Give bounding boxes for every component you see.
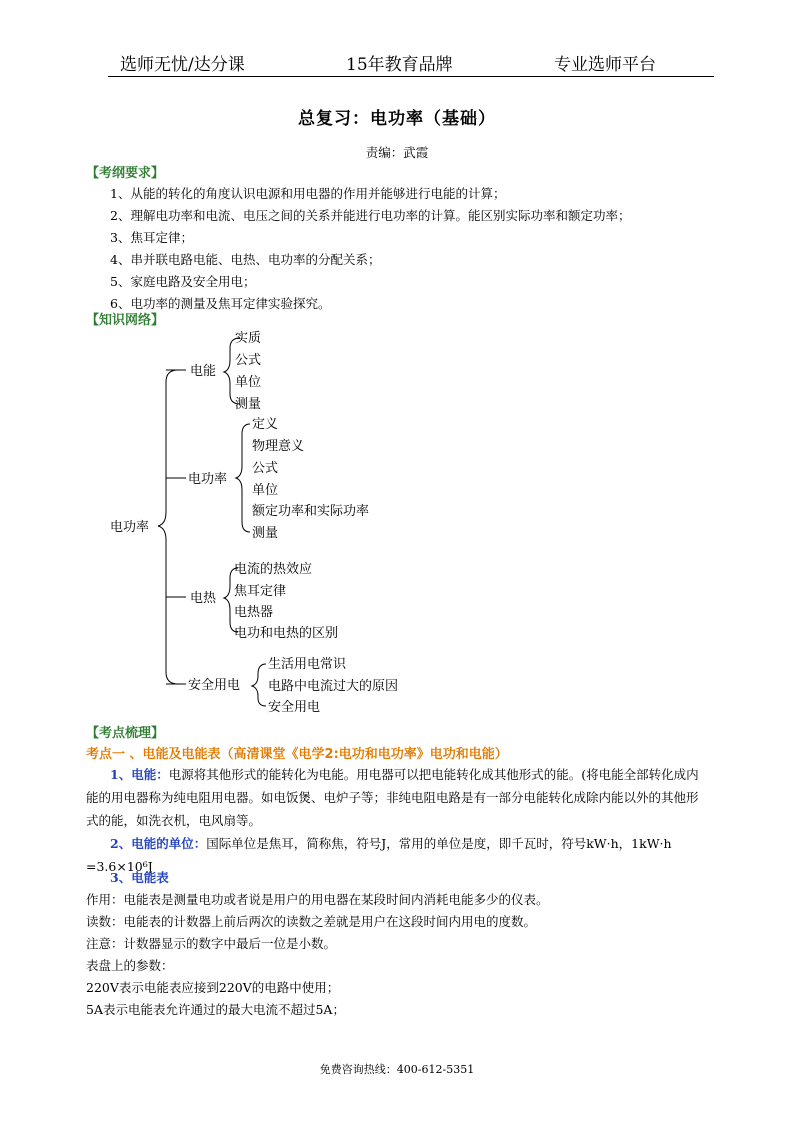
meter-line: 作用：电能表是测量电功或者说是用户的用电器在某段时间内消耗电能多少的仪表。 — [86, 892, 549, 907]
tree-leaf: 安全用电 — [268, 700, 321, 715]
syllabus-item: 4、串并联电路电能、电热、电功率的分配关系； — [110, 252, 381, 267]
tree-leaf: 单位 — [235, 375, 262, 390]
energy-text: 电源将其他形式的能转化为电能。用电器可以把电能转化成其他形式的能。(将电能全部转化成内能的用电器称为纯电阻用电器。如电饭煲、电炉子等；非纯电阻电路是有一部分电能转化成除内能以外的其他形式的能，如洗衣机，电风扇等。 — [86, 767, 699, 828]
tree-leaf: 电功和电热的区别 — [234, 626, 339, 641]
network-heading: 【知识网络】 — [86, 313, 165, 328]
syllabus-item: 1、从能的转化的角度认识电源和用电器的作用并能够进行电能的计算； — [110, 186, 506, 201]
syllabus-item: 3、焦耳定律； — [110, 230, 193, 245]
meter-heading — [86, 866, 706, 889]
page-header — [108, 46, 714, 77]
tree-leaf: 实质 — [235, 331, 262, 346]
unit-label: 2、电能的单位： — [110, 836, 207, 851]
tree-leaf: 电路中电流过大的原因 — [268, 679, 399, 694]
point1-title: 考点一 、电能及电能表 — [86, 747, 221, 762]
energy-label: 1、电能： — [110, 767, 169, 782]
meter-line: 5A表示电能表允许通过的最大电流不超过5A； — [86, 1002, 345, 1017]
header-center: 15年教育品牌 — [346, 55, 453, 75]
syllabus-item: 5、家庭电路及安全用电； — [110, 274, 256, 289]
tree-leaf: 测量 — [235, 397, 262, 412]
syllabus-item: 6、电功率的测量及焦耳定律实验探究。 — [110, 296, 331, 311]
tree-leaf: 焦耳定律 — [234, 584, 287, 599]
tree-branch: 安全用电 — [188, 678, 241, 693]
tree-root: 电功率 — [110, 520, 150, 535]
paragraph-energy — [86, 763, 706, 832]
meter-line: 表盘上的参数： — [86, 958, 174, 973]
meter-line: 读数：电能表的计数器上前后两次的读数之差就是用户在这段时间内用电的度数。 — [86, 914, 537, 929]
syllabus-heading: 【考纲要求】 — [86, 166, 165, 181]
review-heading: 【考点梳理】 — [86, 726, 165, 741]
unit-text: 国际单位是焦耳，简称焦，符号J，常用的单位是度，即千瓦时，符号kW·h，1kW·h =3.6×10⁶J — [86, 836, 672, 874]
tree-leaf: 额定功率和实际功率 — [252, 504, 370, 519]
tree-leaf: 定义 — [252, 417, 279, 432]
meter-label: 3、电能表 — [110, 870, 169, 885]
tree-leaf: 电热器 — [234, 605, 274, 620]
tree-leaf: 测量 — [252, 526, 279, 541]
meter-line: 注意：计数器显示的数字中最后一位是小数。 — [86, 936, 337, 951]
meter-line: 220V表示电能表应接到220V的电路中使用； — [86, 980, 340, 995]
tree-leaf: 电流的热效应 — [234, 562, 313, 577]
tree-leaf: 物理意义 — [252, 439, 305, 454]
tree-leaf: 公式 — [235, 353, 262, 368]
syllabus-item: 2、理解电功率和电流、电压之间的关系并能进行电功率的计算。能区别实际功率和额定功率； — [110, 208, 631, 223]
tree-leaf: 生活用电常识 — [268, 657, 347, 672]
tree-branch: 电能 — [190, 364, 217, 379]
header-right: 专业选师平台 — [554, 55, 656, 75]
page-footer: 免费咨询热线：400-612-5351 — [319, 1063, 475, 1076]
tree-leaf: 公式 — [252, 461, 279, 476]
point1-heading — [86, 743, 508, 762]
tree-branch: 电热 — [190, 591, 217, 606]
header-left: 选师无忧/达分课 — [120, 55, 245, 75]
tree-leaf: 单位 — [252, 483, 279, 498]
editor-line: 责编：武霞 — [365, 145, 429, 160]
point1-ref: （高清课堂《电学2:电功和电功率》电功和电能） — [220, 747, 508, 762]
tree-branch: 电功率 — [188, 472, 228, 487]
page-title: 总复习：电功率（基础） — [298, 109, 496, 129]
